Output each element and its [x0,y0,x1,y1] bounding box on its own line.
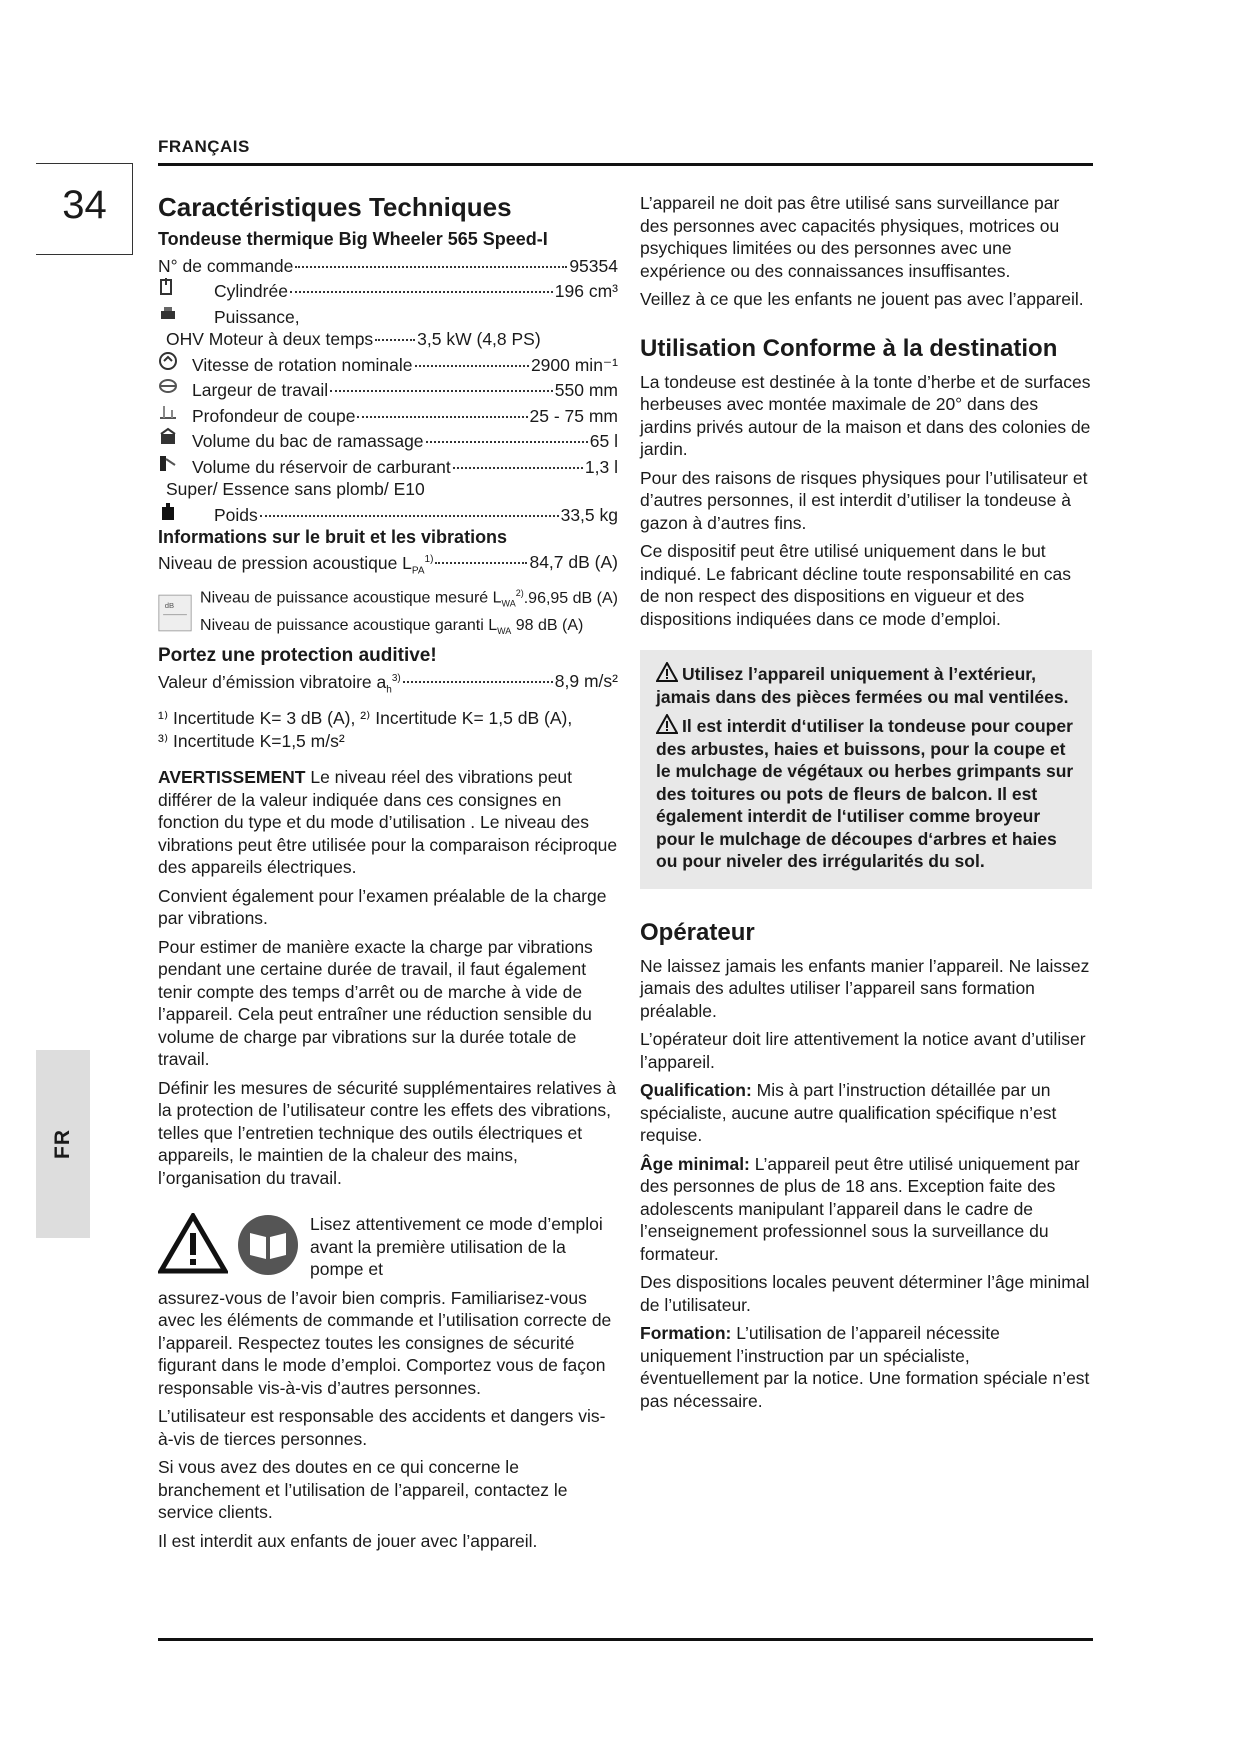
spec-row: OHV Moteur à deux temps 3,5 kW (4,8 PS) [166,329,541,349]
spec-row: Profondeur de coupe 25 - 75 mm [158,402,618,428]
warning-triangle-icon [656,662,678,682]
spec-row: Vitesse de rotation nominale 2900 min⁻¹ [158,351,618,377]
fuel-type: Super/ Essence sans plomb/ E10 [166,479,425,499]
noise-row: Niveau de pression acoustique $L_{PA}^{1)}$ 84,7 dB (A) [158,552,618,576]
tech-specs-title: Caractéristiques Techniques [158,192,512,222]
safety-warning-box [640,650,1092,889]
training-paragraph: Formation: L’utilisation de l’appareil nécessite uniquement l’instruction par un spécialiste, éventuellement par la notice. Une formation spéciale n’est pas nécessaire. [640,1323,1090,1411]
language-header: FRANÇAIS [158,137,250,156]
spec-row: Puissance, [158,303,618,329]
top-rule [158,163,1093,166]
engine-displacement-icon [158,277,178,297]
paragraph: Pour estimer de manière exacte la charge par vibrations pendant une certaine durée de travail, il faut également tenir compte des temps d’arrêt ou de marche à vide de l’appareil. Cela peut entraîner une réduction sensible du volume de charge par vibrations sur la durée totale de travail. [158,936,593,1070]
cutting-height-icon [158,402,178,422]
language-side-tab [36,1050,90,1238]
uncertainty-note: ¹⁾ Incertitude K= 3 dB (A), ²⁾ Incertitude K= 1,5 dB (A), [158,708,573,729]
safety-warning: Utilisez l’appareil uniquement à l’extérieur, jamais dans des pièces fermées ou mal ventilées. [656,664,1069,707]
bottom-rule [158,1638,1093,1641]
weight-icon [158,501,178,521]
paragraph: L’utilisateur est responsable des accidents et dangers vis-à-vis de tierces personnes. [158,1406,606,1449]
spec-row: Cylindrée 196 cm³ [158,277,618,303]
paragraph: La tondeuse est destinée à la tonte d’herbe et de surfaces herbeuses avec montée maximale de 20° dans des jardins privés autour de la maison et dans des colonies de jardin. [640,371,1091,459]
vibration-row: Valeur d’émission vibratoire $a_h^{3)}$ 8,9 m/s² [158,671,618,695]
paragraph: Définir les mesures de sécurité supplémentaires relatives à la protection de l’utilisateur contre les effets des vibrations, telles que l’entretien technique des outils électriques et appareils, le maintien de la chaleur des mains, l’organisation du travail. [158,1077,617,1188]
product-subtitle: Tondeuse thermique Big Wheeler 565 Speed-I [158,229,548,249]
sound-power-block [158,582,618,643]
read-manual-block [158,1213,618,1287]
paragraph: L’appareil ne doit pas être utilisé sans surveillance par des personnes avec capacités physiques, motrices ou psychiques limitées ou des personnes avec une expérience ou des connaissances insuffisantes. [640,193,1060,281]
qualification-paragraph: Qualification: Mis à part l’instruction détaillée par un spécialiste, aucune autre qualification spécifique n’est requise. [640,1080,1057,1145]
sound-power-label-icon [158,591,192,635]
hearing-protection-notice: Portez une protection auditive! [158,645,437,667]
paragraph: Il est interdit aux enfants de jouer avec l’appareil. [158,1530,538,1551]
read-manual-text: Lisez attentivement ce mode d’emploi avant la première utilisation de la pompe et [310,1214,603,1280]
uncertainty-note: ³⁾ Incertitude K=1,5 m/s² [158,730,345,751]
safety-warning: Il est interdit d‘utiliser la tondeuse pour couper des arbustes, haies et buissons, pour la coupe et le mulchage de végétaux ou herbes grimpants sur des toitures ou pots de fleurs de balcon. Il est également interdit de l‘utiliser comme broyeur pour le mulchage de découpes d‘arbres et haies ou pour niveler des irrégularités du sol. [656,716,1074,871]
warning-triangle-icon [158,1213,228,1275]
grass-bag-icon [158,427,178,447]
paragraph: Si vous avez des doutes en ce qui concerne le branchement et l’utilisation de l’appareil, contactez le service clients. [158,1457,568,1523]
noise-row: Niveau de puissance acoustique mesuré $L_{WA}^{2)}$ .96,95 dB (A) [200,588,618,609]
paragraph: Ce dispositif peut être utilisé uniquement dans le but indiqué. Le fabricant décline toute responsabilité en cas de non respect des dispositions en vigueur et des dispositions indiquées dans ce mode d’emploi. [640,541,1071,629]
left-column [158,192,618,1558]
paragraph: L’opérateur doit lire attentivement la notice avant d’utiliser l’appareil. [640,1029,1086,1072]
engine-power-icon [158,303,178,323]
read-manual-icon [236,1213,300,1277]
spec-row: Volume du bac de ramassage 65 l [158,427,618,453]
spec-row: Largeur de travail 550 mm [158,376,618,402]
noise-row: Niveau de puissance acoustique garanti $L_{WA}$ 98 dB (A) [200,617,584,637]
noise-heading: Informations sur le bruit et les vibrations [158,527,508,547]
paragraph: Veillez à ce que les enfants ne jouent pas avec l’appareil. [640,289,1084,309]
warning-triangle-icon [656,714,678,734]
paragraph: Convient également pour l’examen préalable de la charge par vibrations. [158,885,607,929]
paragraph: Ne laissez jamais les enfants manier l’appareil. Ne laissez jamais des adultes utiliser l’appareil sans formation préalable. [640,955,1090,1021]
operator-heading: Opérateur [640,918,755,946]
cutting-width-icon [158,376,178,396]
rotation-speed-icon [158,351,178,371]
spec-weight: Poids 33,5 kg [158,501,618,527]
paragraph: Des dispositions locales peuvent déterminer l’âge minimal de l’utilisateur. [640,1272,1090,1315]
page-number: 34 [62,183,107,227]
paragraph: assurez-vous de l’avoir bien compris. Familiarisez-vous avec les éléments de commande et l’utilisation correcte de l’appareil. Respectez toutes les consignes de sécurité figurant dans le mode d’emploi. Comportez vous de façon responsable vis-à-vis d’autres personnes. [158,1287,612,1398]
spec-row: Volume du réservoir de carburant 1,3 l [158,453,618,479]
intended-use-heading: Utilisation Conforme à la destination [640,334,1058,362]
svg-text:dB: dB [164,600,175,610]
warning-paragraph: AVERTISSEMENT Le niveau réel des vibrations peut différer de la valeur indiquée dans ces consignes en fonction du type et du mode d’utilisation . Le niveau des vibrations peut être utilisée pour la comparaison réciproque des appareils électriques. [158,767,618,878]
right-column [640,192,1092,1418]
paragraph: Pour des raisons de risques physiques pour l’utilisateur et d’autres personnes, il est interdit d’utiliser la tondeuse à gazon à d’autres fins. [640,467,1088,533]
spec-order-number: N° de commande 95354 [158,255,618,276]
fuel-tank-icon [158,453,178,473]
language-side-tab-label: FR [51,1129,74,1159]
minimum-age-paragraph: Âge minimal: L’appareil peut être utilisé uniquement par des personnes de plus de 18 ans. Exception faite des adolescents manipulant l’appareil dans le cadre de l’enseignement professionnel sous la surveillance du formateur. [640,1153,1080,1264]
